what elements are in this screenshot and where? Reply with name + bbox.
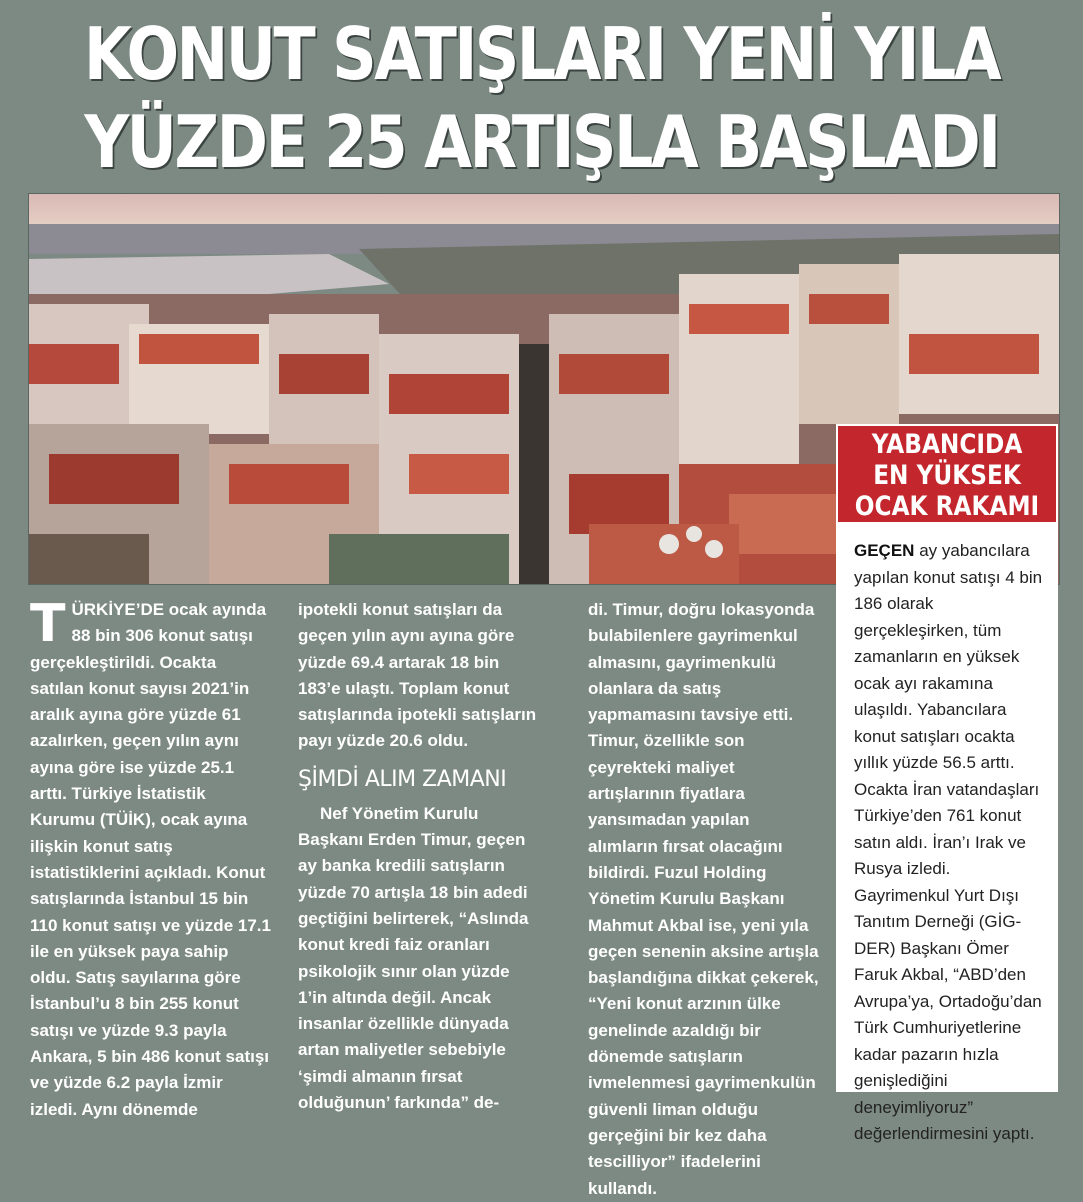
article-column-1 <box>30 594 272 1123</box>
article-col2-text-a: ipotekli konut satışları da geçen yılın aynı ayına göre yüzde 69.4 artarak 18 bin 183’e ulaştı. Toplam konut satışlarında ipotekli satışların payı yüzde 20.6 oldu. <box>298 600 537 751</box>
article-column-3 <box>588 597 820 1202</box>
sidebar-title-line-1: YABANCIDA <box>871 429 1023 460</box>
headline-line-2: YÜZDE 25 ARTIŞLA BAŞLADI <box>84 100 999 184</box>
article-paragraph-1 <box>30 594 272 1123</box>
sidebar-title <box>836 424 1058 524</box>
article-col2-text-b: Nef Yönetim Kurulu Başkanı Erden Timur, geçen ay banka kredili satışların yüzde 70 artışla 18 bin adedi geçtiğini belirterek, “Aslında konut kredi faiz oranları psikolojik sınır olan yüzde 1’in altında değil. Ancak insanlar özellikle dünyada artan maliyetler sebebiyle ‘şimdi almanın fırsat olduğunun’ farkında” de- <box>298 803 529 1113</box>
headline <box>76 10 1007 186</box>
article-column-2 <box>298 597 538 1116</box>
sidebar-box <box>836 524 1058 1143</box>
article-col3-text: di. Timur, doğru lokasyonda bulabilenlere gayrimenkul almasını, gayrimenkulü olanlara da satış yapmamasını tavsiye etti. Timur, özellikle son çeyrekteki maliyet artışlarının fiyatlara yansımadan yapılan alımların fırsat olacağını bildirdi. Fuzul Holding Yönetim Kurulu Başkanı Mahmut Akbal ise, yeni yıla geçen senenin aksine artışla başlandığına dikkat çekerek, “Yeni konut arzının ülke genelinde azaldığı bir dönemde satışların ivmelenmesi gayrimenkulün güvenli liman olduğu gerçeğini bir kez daha tescilliyor” ifadelerini kullandı. <box>588 600 819 1198</box>
sidebar-title-line-2: EN YÜKSEK <box>873 460 1021 491</box>
article-subhead: ŞİMDİ ALIM ZAMANI <box>298 766 507 792</box>
sidebar-title-line-3: OCAK RAKAMI <box>854 491 1040 522</box>
article-col1-text: ÜRKİYE’DE ocak ayında 88 bin 306 konut satışı gerçekleştirildi. Ocakta satılan konut sayısı 2021’in aralık ayına göre yüzde 61 azalırken, geçen yılın aynı ayına göre ise yüzde 25.1 arttı. Türkiye İstatistik Kurumu (TÜİK), ocak ayına ilişkin konut satış istatistiklerini açıkladı. Konut satışlarında İstanbul 15 bin 110 konut satışı ve yüzde 17.1 ile en yüksek paya sahip oldu. Satış sayılarına göre İstanbul’u 8 bin 255 konut satışı ve yüzde 9.3 payla Ankara, 5 bin 486 konut satışı ve yüzde 6.2 payla İzmir izledi. Aynı dönemde <box>30 600 271 1119</box>
sidebar-body: ay yabancılara yapılan konut satışı 4 bin 186 olarak gerçekleşirken, tüm zamanların en yüksek ocak ayı rakamına ulaşıldı. Yabancılara konut satışları ocakta yıllık yüzde 56.5 arttı. Ocakta İran vatandaşları Türkiye’den 761 konut satın aldı. İran’ı Irak ve Rusya izledi. Gayrimenkul Yurt Dışı Tanıtım Derneği (GİG-DER) Başkanı Ömer Faruk Akbal, “ABD’den Avrupa’ya, Ortadoğu’dan Türk Cumhuriyetlerine kadar pazarın hızla genişlediğini deneyimliyoruz” değerlendirmesini yaptı. <box>854 541 1043 1143</box>
headline-line-1: KONUT SATIŞLARI YENİ YILA <box>83 12 1000 96</box>
sidebar-lead: GEÇEN <box>854 541 915 560</box>
sidebar-paragraph <box>854 538 1048 1148</box>
drop-cap: T <box>30 594 66 654</box>
